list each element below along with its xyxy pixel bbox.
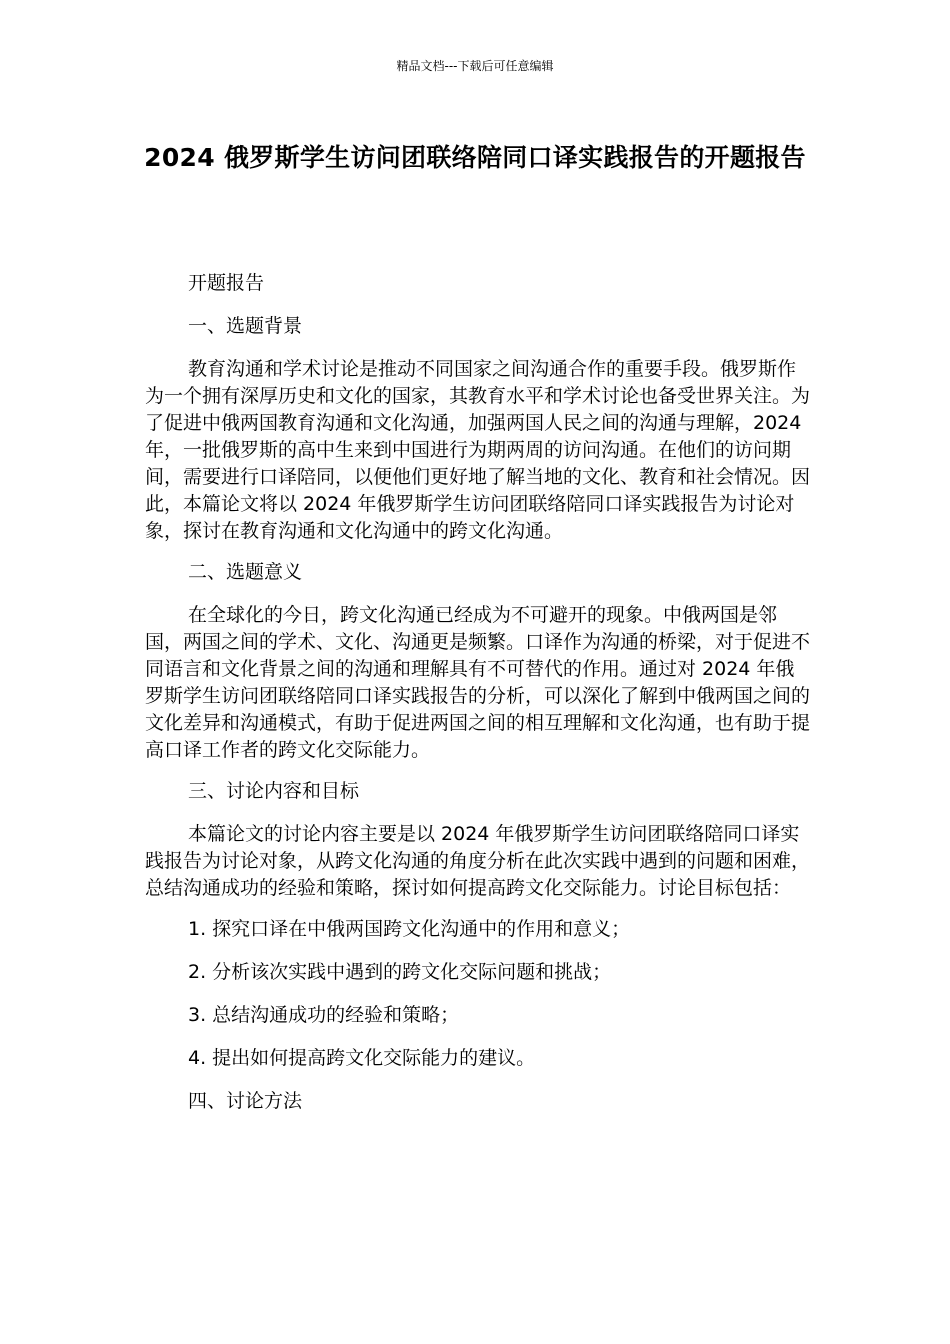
section-heading: 一、选题背景 (188, 315, 303, 337)
list-item: 1. 探究口译在中俄两国跨文化沟通中的作用和意义； (188, 918, 631, 940)
document-title: 2024 俄罗斯学生访问团联络陪同口译实践报告的开题报告 (144, 143, 806, 172)
document-body (145, 270, 810, 1131)
section-heading: 四、讨论方法 (188, 1090, 303, 1112)
list-item: 4. 提出如何提高跨文化交际能力的建议。 (188, 1047, 536, 1069)
section-heading: 二、选题意义 (188, 561, 303, 583)
body-paragraph: 教育沟通和学术讨论是推动不同国家之间沟通合作的重要手段。俄罗斯作为一个拥有深厚历史和文化的国家，其教育水平和学术讨论也备受世界关注。为了促进中俄两国教育沟通和文化沟通，加强两国人民之间的沟通与理解，2024 年，一批俄罗斯的高中生来到中国进行为期两周的访问沟通。在他们的访问期间，需要进行口译陪同，以便他们更好地了解当地的文化、教育和社会情况。因此，本篇论文将以 2024 年俄罗斯学生访问团联络陪同口译实践报告为讨论对象，探讨在教育沟通和文化沟通中的跨文化沟通。 (145, 358, 811, 542)
list-item: 2. 分析该次实践中遇到的跨文化交际问题和挑战； (188, 961, 612, 983)
body-paragraph: 本篇论文的讨论内容主要是以 2024 年俄罗斯学生访问团联络陪同口译实践报告为讨论对象，从跨文化沟通的角度分析在此次实践中遇到的问题和困难，总结沟通成功的经验和策略，探讨如何提高跨文化交际能力。讨论目标包括： (145, 823, 811, 899)
section-label: 开题报告 (188, 272, 265, 294)
page-header: 精品文档---下载后可任意编辑 (396, 59, 554, 73)
section-heading: 三、讨论内容和目标 (188, 780, 360, 802)
list-item: 3. 总结沟通成功的经验和策略； (188, 1004, 460, 1026)
body-paragraph: 在全球化的今日，跨文化沟通已经成为不可避开的现象。中俄两国是邻国，两国之间的学术、文化、沟通更是频繁。口译作为沟通的桥梁，对于促进不同语言和文化背景之间的沟通和理解具有不可替代的作用。通过对 2024 年俄罗斯学生访问团联络陪同口译实践报告的分析，可以深化了解到中俄两国之间的文化差异和沟通模式，有助于促进两国之间的相互理解和文化沟通，也有助于提高口译工作者的跨文化交际能力。 (145, 604, 811, 761)
